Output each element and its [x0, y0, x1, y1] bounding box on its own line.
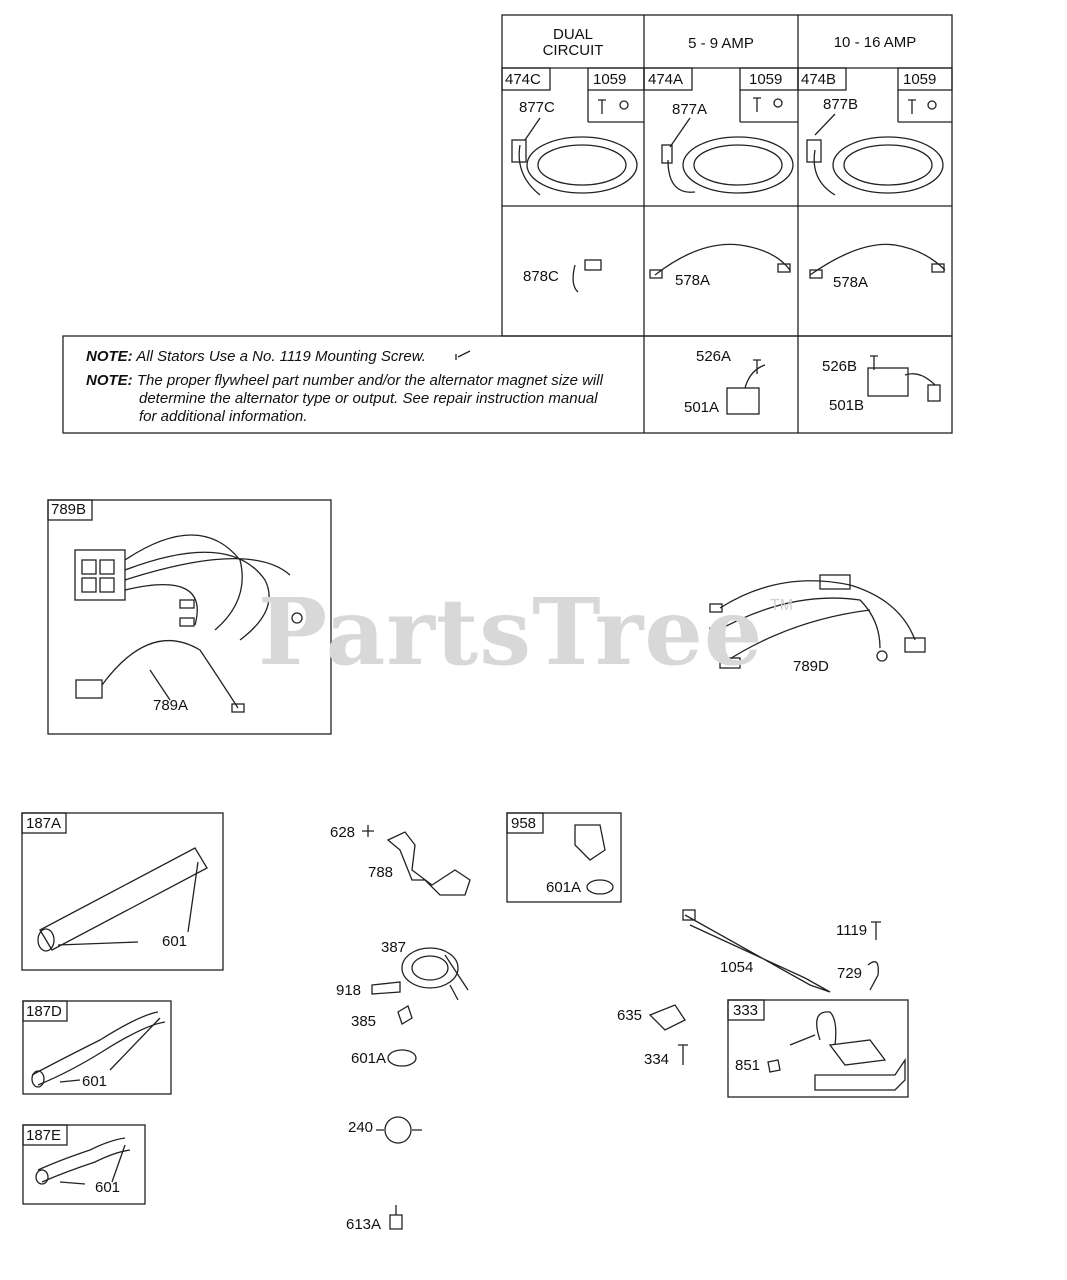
part-label-789B[interactable]: 789B — [51, 501, 87, 518]
screw-334 — [678, 1045, 688, 1065]
part-label-789A[interactable]: 789A — [153, 697, 189, 714]
part-label-1119[interactable]: 1119 — [836, 922, 868, 939]
part-label-918[interactable]: 918 — [336, 982, 362, 999]
part-label-729[interactable]: 729 — [837, 965, 863, 982]
part-label-526B[interactable]: 526B — [822, 358, 858, 375]
note-2-label: NOTE: — [86, 372, 133, 389]
part-label-474B[interactable]: 474B — [801, 71, 837, 88]
part-label-187E[interactable]: 187E — [26, 1127, 62, 1144]
wire-878C — [573, 265, 578, 292]
regulator-501A — [727, 388, 759, 414]
part-label-1059[interactable]: 1059 — [593, 71, 627, 88]
part-label-474A[interactable]: 474A — [648, 71, 684, 88]
screw-385 — [398, 1006, 412, 1024]
filter-240 — [385, 1117, 411, 1143]
cable-tie-1054 — [685, 915, 830, 992]
watermark-logo: PartsTree — [258, 578, 764, 686]
hose-918 — [372, 982, 400, 994]
bracket-788 — [388, 832, 470, 895]
elbow-635 — [650, 1005, 685, 1030]
clip-851 — [768, 1060, 780, 1072]
part-label-240[interactable]: 240 — [348, 1119, 374, 1136]
part-label-387[interactable]: 387 — [381, 939, 407, 956]
part-label-385[interactable]: 385 — [351, 1013, 377, 1030]
fitting-613A — [390, 1205, 402, 1229]
part-label-877B[interactable]: 877B — [823, 96, 859, 113]
part-label-1059[interactable]: 1059 — [903, 71, 937, 88]
part-label-1054[interactable]: 1054 — [720, 959, 754, 976]
screw-628 — [362, 825, 374, 837]
part-label-877C[interactable]: 877C — [519, 99, 555, 116]
part-label-501A[interactable]: 501A — [684, 399, 720, 416]
screw-1119 — [871, 922, 881, 940]
part-label-526A[interactable]: 526A — [696, 348, 732, 365]
part-label-601[interactable]: 601 — [95, 1179, 121, 1196]
solenoid-958 — [575, 825, 605, 860]
regulator-501B — [868, 368, 908, 396]
part-label-851[interactable]: 851 — [735, 1057, 761, 1074]
clip-729 — [868, 962, 878, 990]
part-label-187D[interactable]: 187D — [26, 1003, 62, 1020]
part-label-628[interactable]: 628 — [330, 824, 356, 841]
ignition-333 — [790, 1012, 905, 1090]
part-label-578A[interactable]: 578A — [675, 272, 711, 289]
column-header-dual-circuit: DUAL CIRCUIT — [542, 26, 604, 59]
part-label-635[interactable]: 635 — [617, 1007, 643, 1024]
part-label-501B[interactable]: 501B — [829, 397, 865, 414]
part-label-187A[interactable]: 187A — [26, 815, 62, 832]
note-2-line-3: for additional information. — [139, 408, 308, 425]
note-1 — [86, 348, 426, 366]
part-label-613A[interactable]: 613A — [346, 1216, 382, 1233]
watermark-tm: TM — [770, 597, 794, 614]
wire-578A-2 — [810, 244, 945, 275]
note-2-line-2: determine the alternator type or output. See repair instruction manual — [139, 390, 598, 407]
part-label-601[interactable]: 601 — [82, 1073, 108, 1090]
part-label-878C[interactable]: 878C — [523, 268, 559, 285]
part-label-601A[interactable]: 601A — [351, 1050, 387, 1067]
part-label-877A[interactable]: 877A — [672, 101, 708, 118]
note-1-label: NOTE: — [86, 348, 133, 365]
part-label-789D[interactable]: 789D — [793, 658, 829, 675]
note-1-text: All Stators Use a No. 1119 Mounting Screw. — [136, 348, 426, 365]
note-2-line-1: The proper flywheel part number and/or the alternator magnet size will — [136, 372, 603, 389]
column-header-10-16-amp: 10 - 16 AMP — [833, 34, 917, 51]
stator-474B — [807, 137, 943, 195]
part-label-578A[interactable]: 578A — [833, 274, 869, 291]
part-label-601[interactable]: 601 — [162, 933, 188, 950]
stator-table-border — [502, 15, 952, 336]
stator-474A — [662, 137, 793, 193]
clamp-601A — [388, 1050, 416, 1066]
part-label-1059[interactable]: 1059 — [749, 71, 783, 88]
fuelpump-387 — [402, 948, 458, 988]
part-label-601A[interactable]: 601A — [546, 879, 582, 896]
part-label-958[interactable]: 958 — [511, 815, 537, 832]
stator-474C — [512, 137, 637, 195]
note-2 — [86, 372, 603, 390]
part-label-474C[interactable]: 474C — [505, 71, 541, 88]
part-label-334[interactable]: 334 — [644, 1051, 670, 1068]
part-label-788[interactable]: 788 — [368, 864, 394, 881]
part-label-333[interactable]: 333 — [733, 1002, 759, 1019]
wire-578A-1 — [655, 244, 790, 275]
column-header-5-9-amp: 5 - 9 AMP — [688, 35, 754, 52]
